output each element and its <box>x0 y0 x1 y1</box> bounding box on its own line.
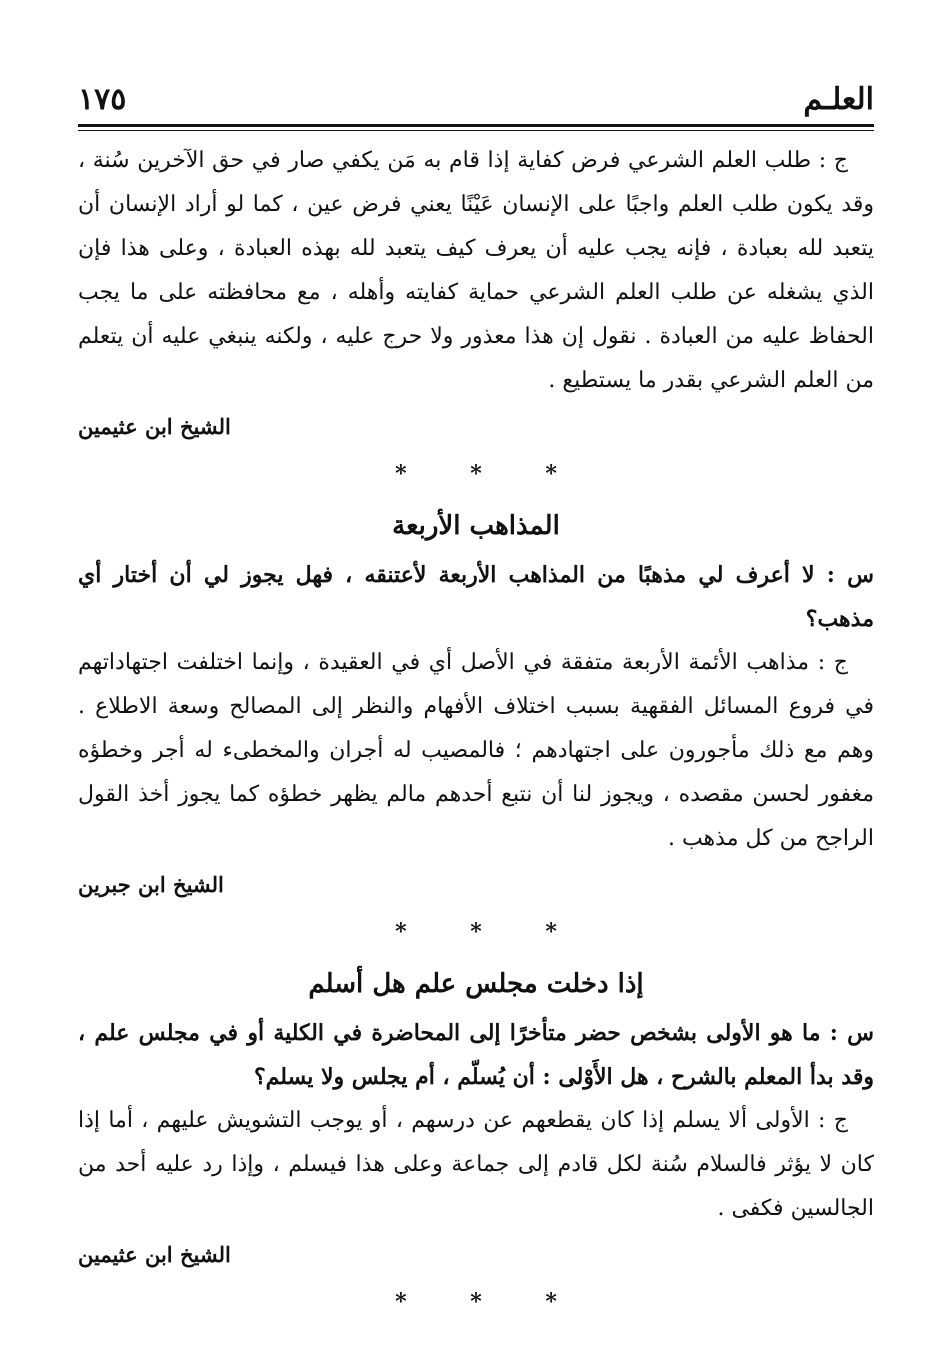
answer-text: ج : طلب العلم الشرعي فرض كفاية إذا قام به مَن يكفي صار في حق الآخرين سُنة ، وقد يكون طلب العلم واجبًا على الإنسان عَيْنًا يعني فرض عين ، كما لو أراد الإنسان أن يتعبد لله بعبادة ، فإنه يجب عليه أن يعرف كيف يتعبد لله بهذه العبادة ، وعلى هذا فإن الذي يشغله عن طلب العلم الشرعي حماية كفايته وأهله ، مع محافظته على ما يجب الحفاظ عليه من العبادة . نقول إن هذا معذور ولا حرج عليه ، ولكنه ينبغي عليه أن يتعلم من العلم الشرعي بقدر ما يستطيع . <box>78 148 874 393</box>
page-number: ١٧٥ <box>78 82 127 117</box>
section-divider: * * * <box>395 919 585 945</box>
signature: الشيخ ابن جبرين <box>78 872 224 897</box>
section-divider: * * * <box>395 1289 585 1315</box>
page-header <box>78 82 874 122</box>
entry-2 <box>78 499 874 957</box>
entry-1 <box>78 139 874 499</box>
answer-text: ج : الأولى ألا يسلم إذا كان يقطعهم عن درسهم ، أو يوجب التشويش عليهم ، أما إذا كان لا يؤثر فالسلام سُنة لكل قادم إلى جماعة وعلى هذا فيسلم ، وإذا رد عليه أحد من الجالسين فكفى . <box>78 1108 874 1221</box>
signature: الشيخ ابن عثيمين <box>78 1242 231 1267</box>
signature: الشيخ ابن عثيمين <box>78 414 231 439</box>
section-divider: * * * <box>395 461 585 487</box>
question-text: س : ما هو الأولى بشخص حضر متأخرًا إلى المحاضرة في الكلية أو في مجلس علم ، وقد بدأ المعلم بالشرح ، هل الأَوْلى : أن يُسلّم ، أم يجلس ولا يسلم؟ <box>78 1020 874 1090</box>
entry-3 <box>78 957 874 1327</box>
header-rule <box>78 124 874 131</box>
section-heading: إذا دخلت مجلس علم هل أسلم <box>308 969 644 999</box>
answer-text: ج : مذاهب الأئمة الأربعة متفقة في الأصل أي في العقيدة ، وإنما اختلفت اجتهاداتهم في فروع المسائل الفقهية بسبب اختلاف الأفهام والنظر إلى المصالح وسعة الاطلاع . وهم مع ذلك مأجورون على اجتهادهم ؛ فالمصيب له أجران والمخطىء له أجر وخطؤه مغفور لحسن مقصده ، ويجوز لنا أن نتبع أحدهم مالم يظهر خطؤه كما يجوز أخذ القول الراجح من كل مذهب . <box>78 650 874 851</box>
running-title: العلـم <box>803 82 874 117</box>
question-text: س : لا أعرف لي مذهبًا من المذاهب الأربعة لأعتنقه ، فهل يجوز لي أن أختار أي مذهب؟ <box>78 562 874 632</box>
book-page <box>78 82 874 1327</box>
section-heading: المذاهب الأربعة <box>392 511 560 541</box>
